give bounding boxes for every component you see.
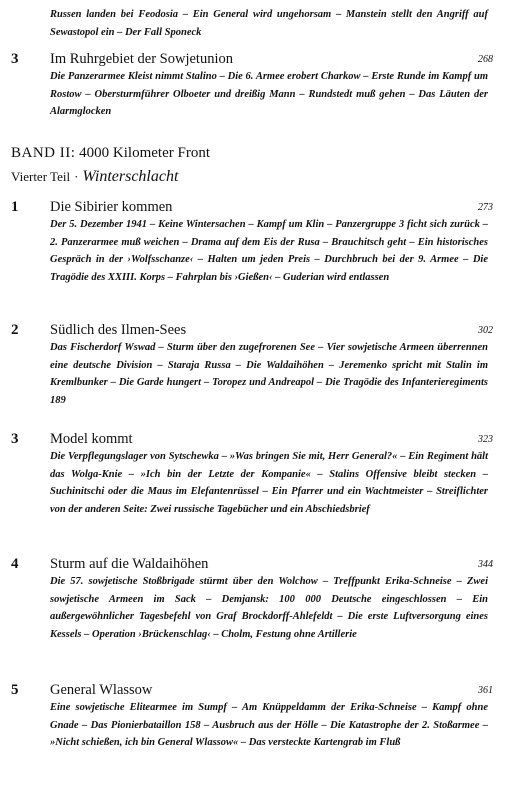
band-title: 4000 Kilometer Front xyxy=(79,145,210,161)
entry-description: Die Panzerarmee Kleist nimmt Stalino – Die 6. Armee erobert Charkow – Erste Runde im Kampf um Rostow – Obersturmführer Olboeter und dreißig Mann – Rundstedt muß gehen – Das Läuten der Alarmglocken xyxy=(50,71,488,118)
entry-title: Südlich des Ilmen-Sees xyxy=(50,322,187,338)
entry-description: Die 57. sowjetische Stoßbrigade stürmt über den Wolchow – Treffpunkt Erika-Schneise – Zwei sowjetische Armeen im Sack – Demjansk: 100 000 Deutsche eingeschlossen – Ein außergewöhnlicher Tagesbefehl von Graf Brockdorff-Ahlefeldt – Die erste Luftversorgung eines Kessels – Operation ›Brückenschlag‹ – Cholm, Festung ohne Artillerie xyxy=(50,576,488,641)
part-heading xyxy=(11,168,178,186)
entry-page-number: 268 xyxy=(478,54,493,65)
entry-description-fragment: Russen landen bei Feodosia – Ein General wird ungehorsam – Manstein stellt den Angriff auf Sewastopol ein – Der Fall Sponeck xyxy=(50,9,488,38)
entry-number: 3 xyxy=(11,431,19,447)
entry-title: General Wlassow xyxy=(50,682,153,698)
entry-number: 3 xyxy=(11,51,19,67)
entry-title: Die Sibirier kommen xyxy=(50,199,173,215)
entry-description: Das Fischerdorf Wswad – Sturm über den zugefrorenen See – Vier sowjetische Armeen überrennen eine deutsche Division – Staraja Russa – Die Waldaihöhen – Jeremenko spricht mit Stalin im Kremlbunker – Die Garde hungert – Toropez und Andreapol – Die Tragödie des Infanterieregiments 189 xyxy=(50,342,488,407)
entry-page-number: 344 xyxy=(478,559,493,570)
entry-page-number: 273 xyxy=(478,202,493,213)
entry-title: Im Ruhrgebiet der Sowjetunion xyxy=(50,51,233,67)
entry-number: 4 xyxy=(11,556,19,572)
band-label: BAND II: xyxy=(11,145,76,161)
entry-page-number: 302 xyxy=(478,325,493,336)
entry-title: Sturm auf die Waldaihöhen xyxy=(50,556,209,572)
entry-number: 5 xyxy=(11,682,19,698)
band-heading xyxy=(11,145,210,162)
entry-number: 1 xyxy=(11,199,19,215)
part-separator: · xyxy=(74,169,79,184)
entry-page-number: 323 xyxy=(478,434,493,445)
entry-number: 2 xyxy=(11,322,19,338)
entry-description: Die Verpflegungslager von Sytschewka – »Was bringen Sie mit, Herr General?« – Ein Regiment hält das Wolga-Knie – »Ich bin der Letzte der Kompanie« – Stalins Offensive bleibt stecken – Suchinitschi oder die Maus im Elefantenrüssel – Ein Pfarrer und ein Wachtmeister – Streiflichter von der anderen Seite: Zwei russische Tagebücher und ein Abschiedsbrief xyxy=(50,451,488,516)
entry-description: Eine sowjetische Elitearmee im Sumpf – Am Knüppeldamm der Erika-Schneise – Kampf ohne Gnade – Das Pionierbataillon 158 – Ausbruch aus der Hölle – Die Katastrophe der 2. Stoßarmee – »Nicht schießen, ich bin General Wlassow« – Das versteckte Kartengrab im Fluß xyxy=(50,702,488,749)
entry-title: Model kommt xyxy=(50,431,133,447)
part-label: Vierter Teil xyxy=(11,169,71,184)
entry-description: Der 5. Dezember 1941 – Keine Wintersachen – Kampf um Klin – Panzergruppe 3 ficht sich zurück – 2. Panzerarmee muß weichen – Drama auf dem Eis der Rusa – Brauchitsch geht – Ein historisches Gespräch in der ›Wolfsschanze‹ – Halten um jeden Preis – Durchbruch bei der 9. Armee – Die Tragödie des XXIII. Korps – Fahrplan bis ›Gießen‹ – Guderian wird entlassen xyxy=(50,219,488,284)
part-title: Winterschlacht xyxy=(82,168,179,185)
entry-page-number: 361 xyxy=(478,685,493,696)
